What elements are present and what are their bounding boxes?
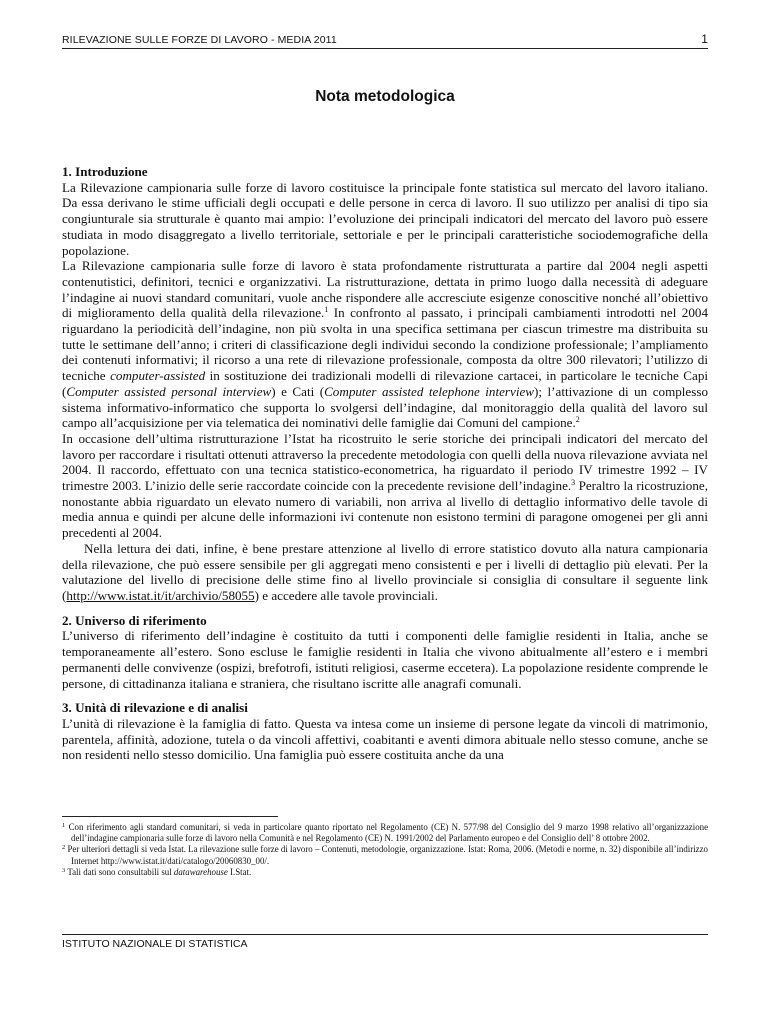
page-number: 1: [701, 32, 708, 46]
running-header: [62, 34, 708, 49]
footnote-ref[interactable]: 3: [571, 478, 576, 488]
institute-name: ISTITUTO NAZIONALE DI STATISTICA: [62, 938, 248, 950]
paragraph: L’universo di riferimento dell’indagine è costituito da tutti i componenti delle famiglie residenti in Italia, anche se temporaneamente all’estero. Sono escluse le famiglie residenti in Italia che vivono abitualmente all’estero e i membri permanenti delle convivenze (ospizi, brefotrofi, istituti religiosi, caserme eccetera). La popolazione residente comprende le persone, di cittadinanza italiana e straniera, che risultano iscritte alle anagrafi comunali.: [62, 628, 708, 691]
section-heading-introduzione: 1. Introduzione: [62, 164, 148, 179]
footnote-1: $^1$ Con riferimento agli standard comunitari, si veda in particolare quanto riportato nel Regolamento (CE) N. 577/98 del Consiglio del 9 marzo 1998 relativo all’organizzazione dell’indagine campionaria sulle forze di lavoro nella Comunità e nel Regolamento (CE) N. 1991/2002 del Parlamento europeo e del Consiglio dell’ 8 ottobre 2002.: [62, 822, 709, 844]
paragraph: La Rilevazione campionaria sulle forze di lavoro è stata profondamente ristrutturata a partire dal 2004 negli aspetti contenutistici, definitori, tecnici e organizzativi. La ristrutturazione, dettata in primo luogo dalla necessità di adeguare l’indagine ai nuovi standard comunitari, vuole anche rispondere alle accresciute esigenze conoscitive nonché all’obiettivo di miglioramento della qualità della rilevazione.$^1$ In confronto al passato, i principali cambiamenti introdotti nel 2004 riguardano la periodicità dell’indagine, non più svolta in una specifica settimana per ciascun trimestre ma distribuita su tutte le settimane dell’anno; i criteri di classificazione degli individui secondo la condizione professionale; l’ampliamento dei contenuti informativi; il ricorso a una rete di rilevazione professionale, composta da oltre 300 rilevatori; l’utilizzo di tecniche computer-assisted in sostituzione dei tradizionali modelli di rilevazione cartacei, in particolare le tecniche Capi (Computer assisted personal interview) e Cati (Computer assisted telephone interview); l’attivazione di un complesso sistema informativo-informatico che supporta lo svolgersi dell’indagine, dal monitoraggio della qualità del lavoro sul campo all’acquisizione per via telematica dei nominativi delle famiglie dai Comuni del campione.$^2$: [62, 258, 709, 431]
footnote-separator: [62, 816, 278, 817]
footnote-ref[interactable]: 2: [575, 415, 580, 425]
section-heading-universo: 2. Universo di riferimento: [62, 612, 207, 628]
paragraph: La Rilevazione campionaria sulle forze di lavoro costituisce la principale fonte statistica sul mercato del lavoro italiano. Da essa derivano le stime ufficiali degli occupati e delle persone in cerca di lavoro. Il suo utilizzo per analisi di tipo sia congiunturale sia strutturale è quanto mai ampio: l’evoluzione dei principali indicatori del mercato del lavoro può essere studiata in modo disaggregato a livello territoriale, settoriale e per le principali caratteristiche sociodemografiche della popolazione.: [62, 179, 708, 258]
document-body: [62, 164, 708, 763]
paragraph: In occasione dell’ultima ristrutturazione l’Istat ha ricostruito le serie storiche dei principali indicatori del mercato del lavoro per raccordare i risultati ottenuti attraverso la precedente metodologia con quelli della nuova rilevazione avviata nel 2004. Il raccordo, effettuato con una tecnica statistico-econometrica, ha riguardato il periodo IV trimestre 1992 – IV trimestre 2003. L’inizio delle serie raccordate coincide con la precedente revisione dell’indagine.$^3$ Peraltro la ricostruzione, nonostante abbia riguardato un elevato numero di variabili, non arriva al livello di dettaglio informativo delle tavole di media annua e quindi per alcune delle informazioni ivi contenute non esistono termini di paragone omogenei per gli anni precedenti al 2004.: [62, 430, 708, 541]
running-footer: [62, 934, 708, 950]
footnote-2: $^2$ Per ulteriori dettagli si veda Istat. La rilevazione sulle forze di lavoro – Contenuti, metodologie, organizzazione. Istat: Roma, 2006. (Metodi e norme, n. 32) disponibile all’indirizzo Internet http://www.istat.it/dati/catalogo/20060830_00/.: [62, 844, 708, 866]
running-title: RILEVAZIONE SULLE FORZE DI LAVORO - MEDIA 2011: [62, 34, 337, 46]
footnote-ref[interactable]: 1: [324, 305, 329, 315]
footnotes: [62, 822, 708, 878]
paragraph: Nella lettura dei dati, infine, è bene prestare attenzione al livello di errore statistico dovuto alla natura campionaria della rilevazione, che può essere sensibile per gli aggregati meno consistenti e per i livelli di dettaglio più elevati. Per la valutazione del livello di precisione delle stime fino al livello provinciale si consiglia di consultare il seguente link (http://www.istat.it/it/archivio/58055) e accedere alle tavole provinciali.: [62, 540, 708, 603]
footnote-3: $^3$ Tali dati sono consultabili sul datawarehouse I.Stat.: [62, 866, 252, 877]
section-heading-unita: 3. Unità di rilevazione e di analisi: [62, 700, 248, 716]
paragraph: L’unità di rilevazione è la famiglia di fatto. Questa va intesa come un insieme di persone legate da vincoli di matrimonio, parentela, affinità, adozione, tutela o da vincoli affettivi, coabitanti e aventi dimora abituale nello stesso comune, anche se non residenti nello stesso domicilio. Una famiglia può essere costituita anche da una: [62, 715, 708, 763]
page-title: Nota metodologica: [315, 88, 455, 105]
archive-link[interactable]: http://www.istat.it/it/archivio/58055: [66, 587, 255, 603]
